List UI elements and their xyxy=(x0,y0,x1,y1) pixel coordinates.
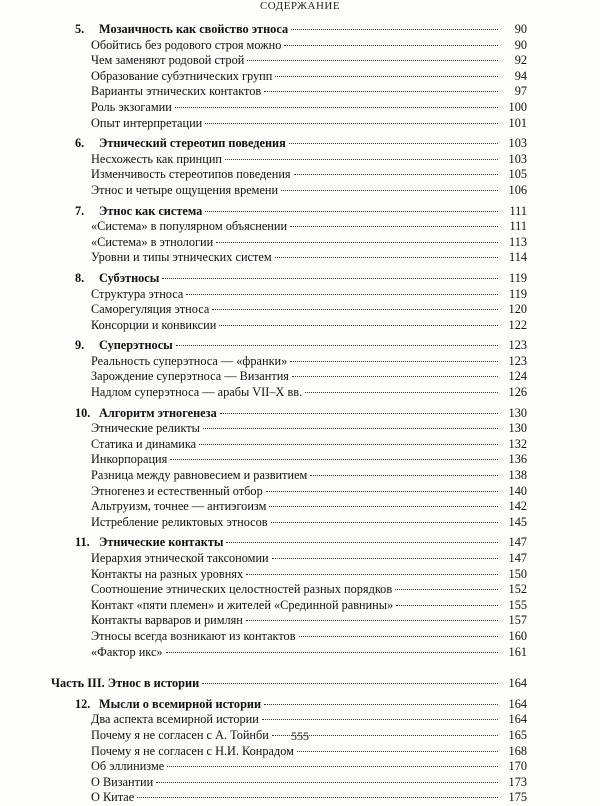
section-entry[interactable] xyxy=(91,250,527,266)
section-entry[interactable] xyxy=(91,354,527,370)
section-entry[interactable] xyxy=(91,437,527,453)
section-entry[interactable] xyxy=(91,515,527,531)
dot-leader xyxy=(137,796,498,798)
page-number: 90 xyxy=(514,37,527,52)
page-number: 113 xyxy=(509,234,527,249)
page-number: 94 xyxy=(514,68,527,83)
section-title: Обойтись без родового строя можно xyxy=(91,37,282,52)
chapter-title: Мозаичность как свойство этноса xyxy=(99,22,289,36)
section-entry[interactable] xyxy=(91,69,527,85)
dot-leader xyxy=(262,718,498,720)
section-entry[interactable] xyxy=(91,116,527,132)
section-entry[interactable] xyxy=(91,38,527,54)
page-number: 147 xyxy=(508,535,527,550)
section-entry[interactable] xyxy=(91,613,527,629)
dot-leader xyxy=(205,122,498,124)
chapter-title: Мысли о всемирной истории xyxy=(99,696,262,711)
section-title: Статика и динамика xyxy=(91,436,197,451)
dot-leader xyxy=(162,277,498,279)
section-title: О Китае xyxy=(91,790,135,805)
page-number: 165 xyxy=(508,727,527,742)
dot-leader xyxy=(170,458,498,460)
dot-leader xyxy=(176,344,498,346)
dot-leader xyxy=(275,256,498,258)
dot-leader xyxy=(205,210,498,212)
dot-leader xyxy=(220,412,498,414)
section-title: Варианты этнических контактов xyxy=(91,84,262,99)
part-title: Часть III. Этнос в истории xyxy=(51,676,200,691)
table-of-contents xyxy=(51,22,527,806)
page-number: 130 xyxy=(508,405,527,420)
dot-leader xyxy=(216,241,498,243)
toc-group xyxy=(75,535,527,660)
toc-group xyxy=(75,338,527,400)
chapter-title: Этнический стереотип поведения xyxy=(99,136,286,151)
page-number: 164 xyxy=(508,712,527,727)
section-title: Альтруизм, точнее — антиэгоизм xyxy=(91,499,267,514)
section-entry[interactable] xyxy=(91,582,527,598)
section-title: Консорции и конвиксии xyxy=(91,317,217,332)
dot-leader xyxy=(167,765,498,767)
section-title: Почему я не согласен с Н.И. Конрадом xyxy=(91,743,294,758)
dot-leader xyxy=(294,173,498,175)
page-number: 126 xyxy=(508,385,527,400)
dot-leader xyxy=(212,308,498,310)
dot-leader xyxy=(275,75,498,77)
section-title: Почему я не согласен с А. Тойнби xyxy=(91,727,269,742)
chapter-entry[interactable] xyxy=(75,697,527,713)
chapter-number: 11. xyxy=(75,535,90,550)
dot-leader xyxy=(156,781,498,783)
page-number: 160 xyxy=(508,628,527,643)
section-title: Контакты варваров и римлян xyxy=(91,613,243,628)
running-head: СОДЕРЖАНИЕ xyxy=(259,0,341,12)
section-entry[interactable] xyxy=(91,775,527,791)
section-title: Этногенез и естественный отбор xyxy=(91,483,263,498)
page-number: 161 xyxy=(508,644,527,659)
chapter-entry[interactable] xyxy=(75,406,527,422)
section-entry[interactable] xyxy=(91,645,527,661)
section-title: Уровни и типы этнических систем xyxy=(91,250,272,265)
dot-leader xyxy=(202,682,498,684)
dot-leader xyxy=(281,189,498,191)
dot-leader xyxy=(199,443,498,445)
page-number: 142 xyxy=(508,499,527,514)
page-number: 100 xyxy=(508,99,527,114)
section-entry[interactable] xyxy=(91,235,527,251)
section-title: Истребление реликтовых этносов xyxy=(91,514,268,529)
dot-leader xyxy=(266,490,498,492)
page-folio: 555 xyxy=(291,729,309,743)
dot-leader xyxy=(264,90,498,92)
section-title: Опыт интерпретации xyxy=(91,115,203,130)
chapter-number: 12. xyxy=(75,696,91,711)
section-entry[interactable] xyxy=(91,53,527,69)
section-entry[interactable] xyxy=(91,318,527,334)
chapter-title: Суперэтносы xyxy=(99,338,173,353)
page-number: 175 xyxy=(508,790,527,805)
chapter-number: 6. xyxy=(75,136,85,151)
page-number: 150 xyxy=(508,566,527,581)
chapter-title: Алгоритм этногенеза xyxy=(99,405,217,420)
chapter-entry[interactable] xyxy=(75,338,527,354)
dot-leader xyxy=(186,293,498,295)
page-number: 164 xyxy=(508,696,527,711)
section-entry[interactable] xyxy=(91,385,527,401)
page-number: 122 xyxy=(508,317,527,332)
section-entry[interactable] xyxy=(91,302,527,318)
page-number: 123 xyxy=(508,353,527,368)
page-number: 119 xyxy=(509,286,527,301)
dot-leader xyxy=(269,505,498,507)
section-title: Чем заменяют родовой строй xyxy=(91,53,245,68)
dot-leader xyxy=(272,557,498,559)
section-title: Разница между равновесием и развитием xyxy=(91,468,308,483)
section-entry[interactable] xyxy=(91,790,527,806)
section-title: Структура этноса xyxy=(91,286,184,301)
page-number: 101 xyxy=(508,115,527,130)
toc-group xyxy=(75,204,527,266)
section-title: Этнос и четыре ощущения времени xyxy=(91,182,279,197)
chapter-number: 5. xyxy=(75,22,85,36)
page-number: 90 xyxy=(514,22,527,36)
dot-leader xyxy=(271,521,498,523)
section-title: О Византии xyxy=(91,774,154,789)
page-number: 145 xyxy=(508,514,527,529)
section-entry[interactable] xyxy=(91,287,527,303)
chapter-entry[interactable] xyxy=(75,22,527,38)
section-title: «Фактор икс» xyxy=(91,644,163,659)
chapter-title: Субэтносы xyxy=(99,270,160,285)
dot-leader xyxy=(310,474,498,476)
chapter-number: 7. xyxy=(75,203,85,218)
section-title: Реальность суперэтноса — «франки» xyxy=(91,353,288,368)
toc-group xyxy=(75,22,527,131)
dot-leader xyxy=(395,588,498,590)
section-title: Иерархия этнической таксономии xyxy=(91,551,269,565)
toc-group xyxy=(75,136,527,198)
page-number: 155 xyxy=(508,597,527,612)
page-number: 152 xyxy=(508,582,527,597)
section-title: Изменчивость стереотипов поведения xyxy=(91,167,291,182)
section-entry[interactable] xyxy=(91,499,527,515)
page-number: 92 xyxy=(514,53,527,68)
dot-leader xyxy=(225,158,498,160)
page-number: 170 xyxy=(508,759,527,774)
dot-leader xyxy=(290,225,498,227)
page-number: 168 xyxy=(508,743,527,758)
dot-leader xyxy=(246,619,498,621)
section-title: Контакт «пяти племен» и жителей «Срединной равнины» xyxy=(91,597,394,612)
section-entry[interactable] xyxy=(91,452,527,468)
dot-leader xyxy=(299,635,498,637)
page-number: 103 xyxy=(508,136,527,151)
section-title: Саморегуляция этноса xyxy=(91,302,210,317)
page-number: 140 xyxy=(508,483,527,498)
page-number: 105 xyxy=(508,167,527,182)
chapter-number: 10. xyxy=(75,405,91,420)
chapter-entry[interactable] xyxy=(75,204,527,220)
page-number: 132 xyxy=(508,436,527,451)
page-number: 173 xyxy=(508,774,527,789)
section-title: Зарождение суперэтноса — Византия xyxy=(91,369,289,384)
section-entry[interactable] xyxy=(91,167,527,183)
section-entry[interactable] xyxy=(91,152,527,168)
page-number: 130 xyxy=(508,421,527,436)
page-number: 119 xyxy=(509,270,527,285)
dot-leader xyxy=(226,541,498,543)
dot-leader xyxy=(305,391,498,393)
toc-group xyxy=(75,406,527,531)
section-entry[interactable] xyxy=(91,219,527,235)
page-number: 164 xyxy=(508,676,527,691)
section-title: Надлом суперэтноса — арабы VII–X вв. xyxy=(91,385,303,400)
page-number: 123 xyxy=(508,338,527,353)
section-entry[interactable] xyxy=(91,712,527,728)
section-entry[interactable] xyxy=(91,369,527,385)
page-number: 136 xyxy=(508,452,527,467)
dot-leader xyxy=(247,59,498,61)
section-entry[interactable] xyxy=(91,468,527,484)
chapter-entry[interactable] xyxy=(75,136,527,152)
dot-leader xyxy=(291,28,498,30)
page-number: 103 xyxy=(508,151,527,166)
page-number: 138 xyxy=(508,468,527,483)
page-number: 157 xyxy=(508,613,527,628)
dot-leader xyxy=(203,427,498,429)
dot-leader xyxy=(284,44,498,46)
section-entry[interactable] xyxy=(91,551,527,567)
part-entry[interactable] xyxy=(51,676,527,692)
section-entry[interactable] xyxy=(91,100,527,116)
dot-leader xyxy=(289,142,498,144)
section-entry[interactable] xyxy=(91,759,527,775)
section-entry[interactable] xyxy=(91,484,527,500)
section-title: Об эллинизме xyxy=(91,759,165,774)
toc-group xyxy=(75,271,527,333)
chapter-title: Этнос как система xyxy=(99,203,203,218)
dot-leader xyxy=(396,604,498,606)
page-number: 111 xyxy=(509,203,527,218)
page-number: 147 xyxy=(508,551,527,565)
section-entry[interactable] xyxy=(91,598,527,614)
dot-leader xyxy=(290,360,498,362)
dot-leader xyxy=(219,324,498,326)
dot-leader xyxy=(292,375,498,377)
dot-leader xyxy=(246,573,498,575)
section-title: Два аспекта всемирной истории xyxy=(91,712,259,727)
section-title: Роль экзогамии xyxy=(91,99,172,114)
section-entry[interactable] xyxy=(91,744,527,760)
section-title: Несхожесть как принцип xyxy=(91,151,223,166)
section-entry[interactable] xyxy=(91,567,527,583)
section-entry[interactable] xyxy=(91,183,527,199)
page-number: 114 xyxy=(509,250,527,265)
page-number: 111 xyxy=(509,219,527,234)
section-title: Соотношение этнических целостностей разных порядков xyxy=(91,582,393,597)
page-number: 124 xyxy=(508,369,527,384)
dot-leader xyxy=(166,651,498,653)
section-title: Образование субэтнических групп xyxy=(91,68,273,83)
toc-group xyxy=(75,697,527,806)
chapter-number: 9. xyxy=(75,338,85,353)
page-number: 106 xyxy=(508,182,527,197)
section-title: «Система» в этнологии xyxy=(91,234,214,249)
chapter-number: 8. xyxy=(75,270,85,285)
section-title: Этнические реликты xyxy=(91,421,200,436)
section-title: Контакты на разных уровнях xyxy=(91,566,244,581)
chapter-title: Этнические контакты xyxy=(99,535,224,550)
section-title: «Система» в популярном объяснении xyxy=(91,219,288,234)
chapter-entry[interactable] xyxy=(75,535,527,551)
chapter-entry[interactable] xyxy=(75,271,527,287)
dot-leader xyxy=(264,703,498,705)
section-entry[interactable] xyxy=(91,84,527,100)
section-title: Этносы всегда возникают из контактов xyxy=(91,628,296,643)
section-title: Инкорпорация xyxy=(91,452,168,467)
dot-leader xyxy=(175,106,498,108)
section-entry[interactable] xyxy=(91,629,527,645)
page-number: 97 xyxy=(514,84,527,99)
section-entry[interactable] xyxy=(91,421,527,437)
page-number: 120 xyxy=(508,302,527,317)
